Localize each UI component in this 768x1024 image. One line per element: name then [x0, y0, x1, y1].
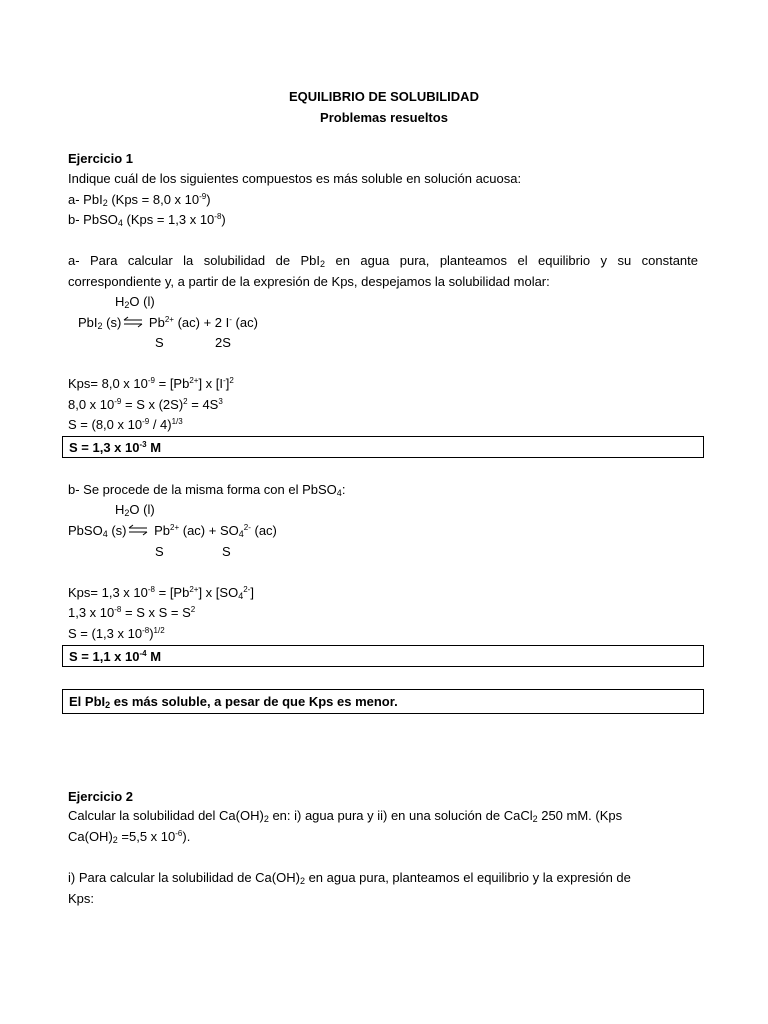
calc-b-line-3: S = (1,3 x $10^{-8})^{1/2}$: [68, 626, 165, 641]
conclusion-box: [62, 689, 704, 714]
stoich-s-a: S: [155, 335, 164, 350]
result-box-a: [62, 436, 704, 458]
option-a: a- PbI$_2$ (Kps = 8,0 x $10^{-9}$): [68, 192, 211, 208]
equilibrium-arrow-icon: [123, 316, 143, 328]
calc-a-line-2: 8,0 x $10^{-9} = S$ x $(2S)^2 = 4S^3$: [68, 397, 223, 412]
exercise-1-question: Indique cuál de los siguientes compuestos es más soluble en solución acuosa:: [68, 171, 522, 186]
stoich-2s-a: 2S: [215, 335, 231, 350]
result-a: S = 1,3 x $10^{-3}$ M: [69, 440, 162, 455]
exercise-2-line-1: Calcular la solubilidad del $Ca(OH)_2$ en: i) agua pura y ii) en una solución de CaCl$_2$ 250 mM. (Kps: [68, 808, 623, 824]
exercise-2-para-line-2: Kps:: [68, 891, 95, 906]
document-subtitle: Problemas resueltos: [320, 110, 448, 125]
equilibrium-arrow-icon: [128, 524, 148, 536]
exercise-2-heading: Ejercicio 2: [68, 789, 134, 804]
solvent-label-b: $H_2O$ (l): [115, 502, 155, 518]
paragraph-a-line-2: correspondiente y, a partir de la expresión de Kps, despejamos la solubilidad molar:: [68, 274, 550, 289]
conclusion: El PbI$_2$ es más soluble, a pesar de que Kps es menor.: [69, 694, 398, 710]
stoich-s-b-2: S: [222, 544, 231, 559]
exercise-2-line-2: $Ca(OH)_2 =5,5$ x $10^{-6}$).: [68, 829, 191, 845]
document-title: EQUILIBRIO DE SOLUBILIDAD: [289, 89, 479, 104]
result-box-b: [62, 645, 704, 667]
stoich-s-b-1: S: [155, 544, 164, 559]
result-b: S = 1,1 x $10^{-4}$ M: [69, 649, 162, 664]
calc-a-line-1: Kps= 8,0 x $10^{-9} = [Pb^{2+}]$ x $[I^-]^2$: [68, 376, 234, 391]
calc-b-line-2: 1,3 x $10^{-8} = S$ x $S = S^2$: [68, 605, 196, 620]
option-b: b- PbSO$_4$ (Kps = 1,3 x $10^{-8}$): [68, 212, 226, 228]
equilibrium-equation-b: PbSO$_4$ (s) $Pb^{2+}$ $(ac) + SO_4^{2-}$ (ac): [68, 523, 277, 539]
exercise-1-heading: Ejercicio 1: [68, 151, 134, 166]
equilibrium-equation-a: PbI$_2$ (s) $Pb^{2+}$ (ac) + 2 I- (ac): [78, 315, 258, 331]
calc-a-line-3: S = (8,0 x $10^{-9} / 4)^{1/3}$: [68, 417, 183, 432]
paragraph-b: b- Se procede de la misma forma con el PbSO$_4$:: [68, 482, 346, 498]
calc-b-line-1: Kps= 1,3 x $10^{-8} = [Pb^{2+}]$ x $[SO_4^{2-}]$: [68, 585, 254, 601]
solvent-label-a: $H_2O$ (l): [115, 294, 155, 310]
paragraph-a-line-1: a- Para calcular la solubilidad de PbI$_2$ en agua pura, planteamos el equilibrio y su constante: [68, 253, 699, 269]
exercise-2-para-line-1: i) Para calcular la solubilidad de $Ca(OH)_2$ en agua pura, planteamos el equilibrio y la expresión de: [68, 870, 631, 886]
